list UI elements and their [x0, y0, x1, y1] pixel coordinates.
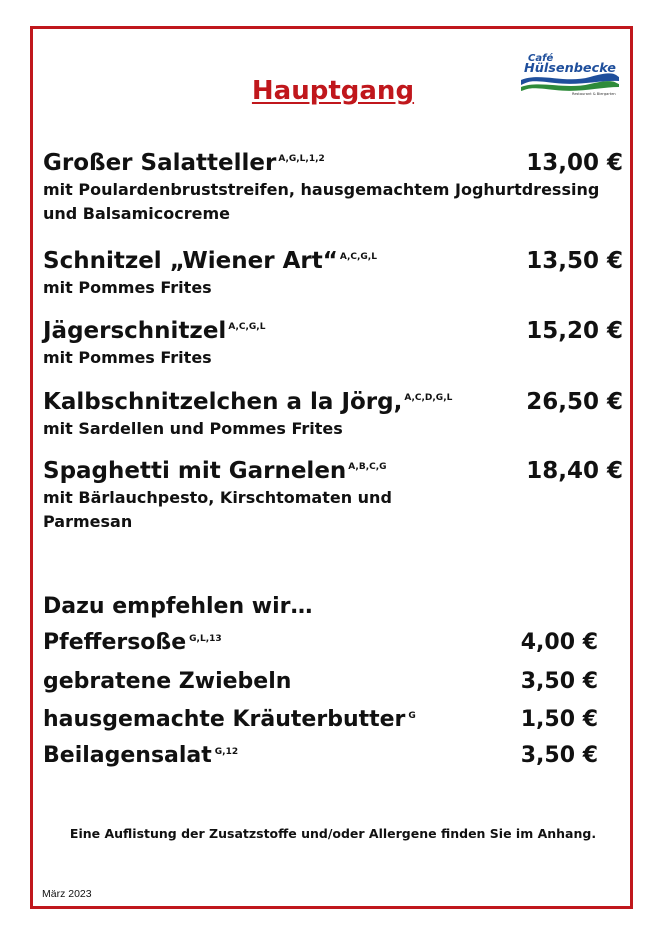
- allergen-codes: G: [408, 711, 416, 721]
- dish-price: 26,50 €: [526, 389, 623, 415]
- dish-item: [43, 456, 623, 534]
- dish-name: Schnitzel „Wiener Art“: [43, 248, 338, 274]
- allergen-codes: A,C,G,L: [339, 252, 377, 262]
- dish-name: Kalbschnitzelchen a la Jörg,: [43, 389, 403, 415]
- allergen-codes: A,G,L,1,2: [278, 154, 325, 164]
- dish-description: mit Sardellen und Pommes Frites: [43, 419, 343, 438]
- side-name: Beilagensalat: [43, 743, 212, 768]
- side-item: [43, 705, 598, 735]
- dish-item: [43, 316, 623, 370]
- side-name: gebratene Zwiebeln: [43, 669, 292, 694]
- logo-line1: Café: [528, 53, 554, 64]
- dish-description: mit Pommes Frites: [43, 348, 212, 367]
- allergen-codes: G,12: [214, 747, 239, 757]
- dish-price: 13,00 €: [526, 150, 623, 176]
- allergen-codes: A,C,G,L: [228, 322, 266, 332]
- dish-item: [43, 246, 623, 300]
- dish-name: Jägerschnitzel: [43, 318, 227, 344]
- dish-item: [43, 387, 623, 441]
- side-price: 4,00 €: [520, 630, 598, 655]
- dish-price: 18,40 €: [526, 458, 623, 484]
- side-price: 1,50 €: [520, 707, 598, 732]
- dish-description: mit Poulardenbruststreifen, hausgemachtem Joghurtdressing und Balsamicocreme: [43, 180, 600, 223]
- dish-item: [43, 148, 623, 226]
- side-price: 3,50 €: [520, 669, 598, 694]
- side-price: 3,50 €: [520, 743, 598, 768]
- dish-description: mit Pommes Frites: [43, 278, 212, 297]
- side-item: [43, 667, 598, 697]
- side-item: [43, 628, 598, 658]
- menu-date: März 2023: [42, 888, 92, 900]
- allergen-codes: A,C,D,G,L: [404, 393, 453, 403]
- logo-line3: Restaurant & Biergarten: [572, 92, 616, 96]
- dish-name: Spaghetti mit Garnelen: [43, 458, 347, 484]
- dish-price: 13,50 €: [526, 248, 623, 274]
- allergen-note: Eine Auflistung der Zusatzstoffe und/oder Allergene finden Sie im Anhang.: [69, 826, 597, 841]
- logo-line2: Hülsenbecke: [524, 61, 616, 75]
- dish-name: Großer Salatteller: [43, 150, 277, 176]
- dish-price: 15,20 €: [526, 318, 623, 344]
- page-title: Hauptgang: [251, 76, 415, 106]
- sides-heading: Dazu empfehlen wir…: [43, 594, 313, 619]
- side-item: [43, 741, 598, 771]
- allergen-codes: A,B,C,G: [348, 462, 387, 472]
- dish-description: mit Bärlauchpesto, Kirschtomaten und Parmesan: [43, 488, 392, 531]
- allergen-codes: G,L,13: [189, 634, 222, 644]
- side-name: hausgemachte Kräuterbutter: [43, 707, 406, 732]
- side-name: Pfeffersoße: [43, 630, 187, 655]
